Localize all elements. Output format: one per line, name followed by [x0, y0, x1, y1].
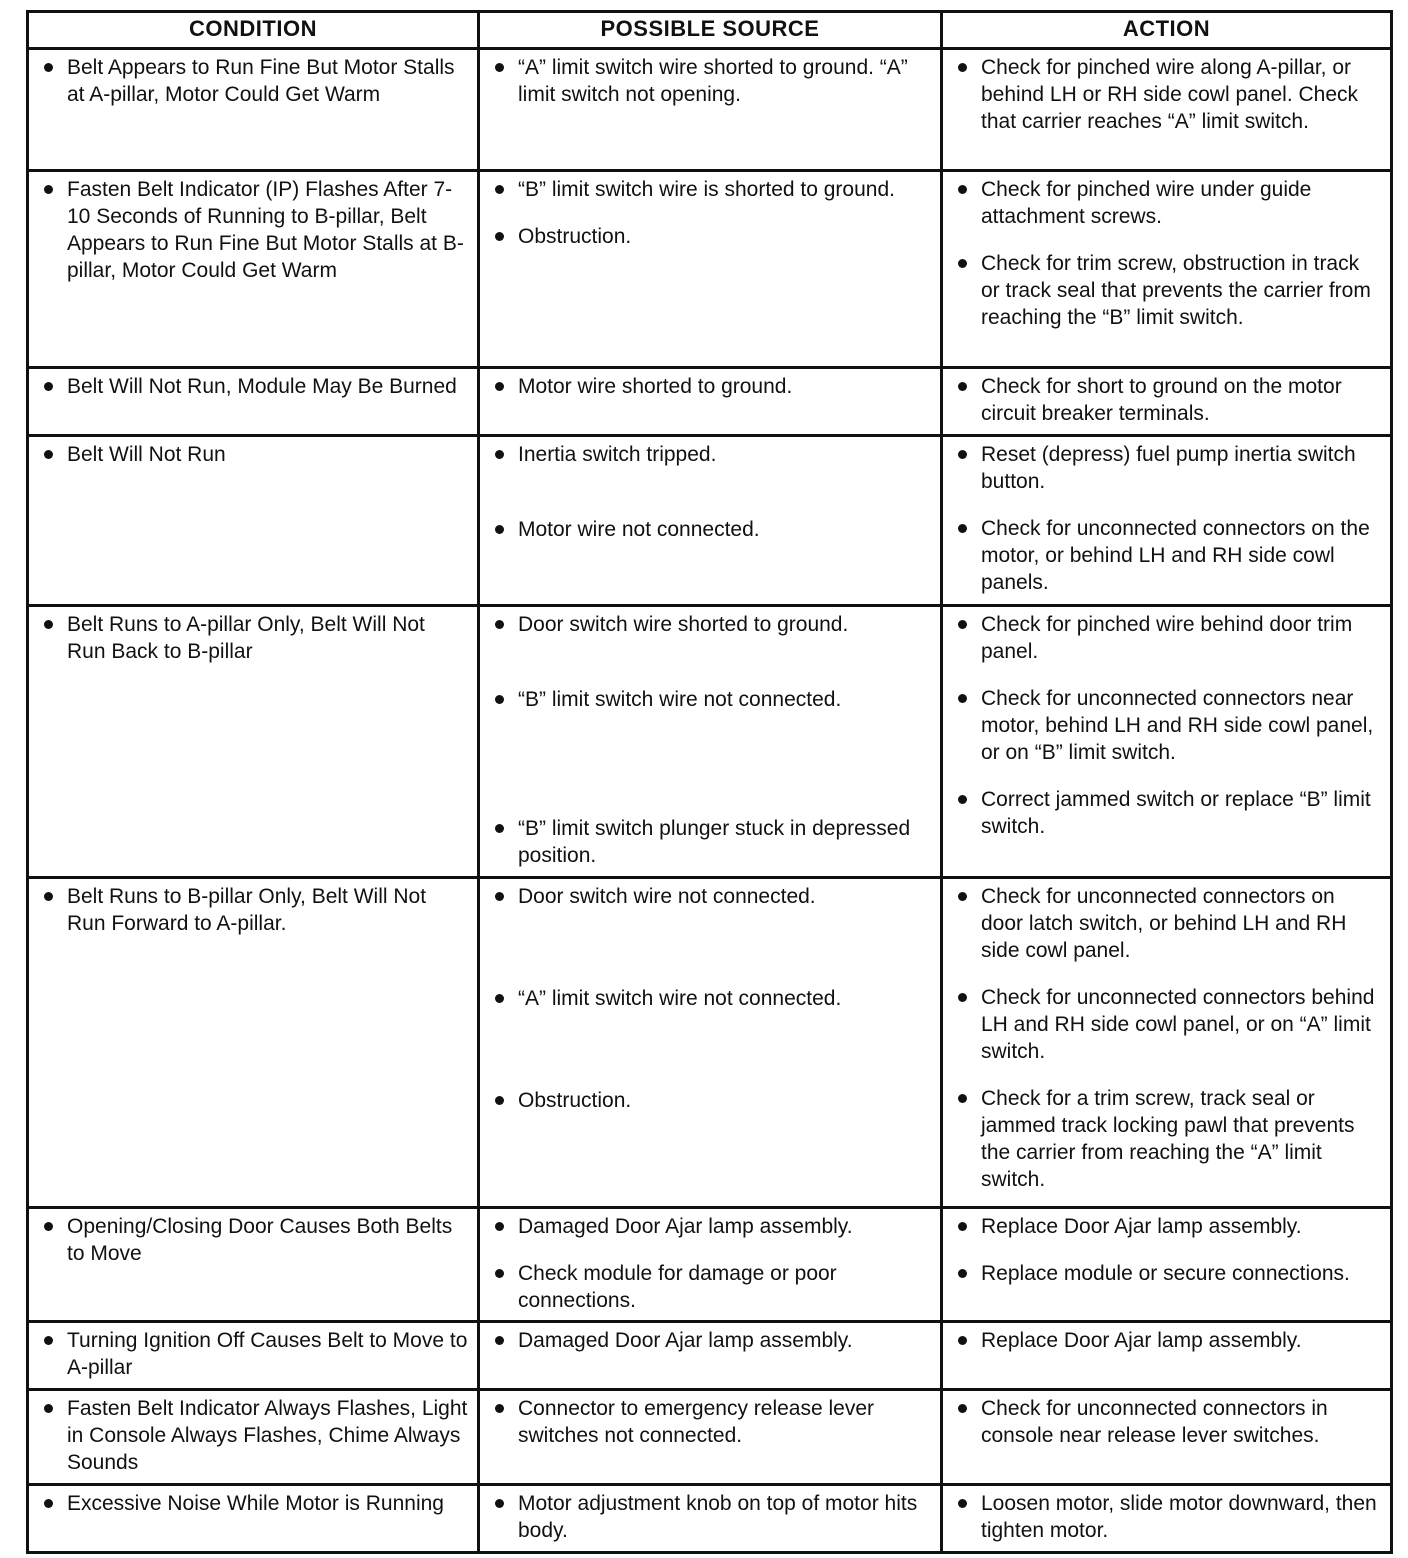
source-text: “B” limit switch wire is shorted to ground.	[518, 178, 895, 201]
table-row	[28, 171, 1392, 368]
action-cell	[942, 171, 1392, 368]
source-cell	[479, 1390, 942, 1485]
action-cell	[942, 1208, 1392, 1322]
action-text: Check for pinched wire behind door trim panel.	[981, 613, 1353, 663]
action-item	[951, 441, 1382, 495]
bullet-icon	[495, 824, 504, 833]
bullet-icon	[495, 994, 504, 1003]
action-item	[951, 1327, 1382, 1354]
condition-text: Belt Runs to A-pillar Only, Belt Will Not Run Back to B-pillar	[67, 613, 425, 663]
bullet-icon	[44, 1336, 53, 1345]
header-action: ACTION	[942, 12, 1392, 49]
source-item	[488, 54, 932, 108]
condition-cell	[28, 1322, 479, 1390]
bullet-icon	[44, 892, 53, 901]
source-text: Obstruction.	[518, 1089, 632, 1112]
bullet-icon	[495, 450, 504, 459]
source-text: Connector to emergency release lever switches not connected.	[518, 1397, 875, 1447]
header-possible-source: POSSIBLE SOURCE	[479, 12, 942, 49]
bullet-icon	[495, 63, 504, 72]
table-row	[28, 1390, 1392, 1485]
action-item	[951, 1213, 1382, 1240]
bullet-icon	[958, 382, 967, 391]
condition-cell	[28, 436, 479, 606]
action-item	[951, 786, 1382, 840]
bullet-icon	[44, 63, 53, 72]
action-item	[951, 1490, 1382, 1544]
condition-text: Fasten Belt Indicator Always Flashes, Light in Console Always Flashes, Chime Always Sounds	[67, 1397, 468, 1474]
action-item	[951, 176, 1382, 230]
condition-text: Belt Will Not Run, Module May Be Burned	[67, 375, 457, 398]
source-item	[488, 815, 932, 869]
source-cell	[479, 1208, 942, 1322]
bullet-icon	[495, 1269, 504, 1278]
source-cell	[479, 1322, 942, 1390]
action-text: Loosen motor, slide motor downward, then tighten motor.	[981, 1492, 1377, 1542]
bullet-icon	[958, 694, 967, 703]
condition-cell	[28, 171, 479, 368]
header-row	[28, 12, 1392, 49]
table-row	[28, 1322, 1392, 1390]
source-cell	[479, 49, 942, 171]
bullet-icon	[958, 892, 967, 901]
bullet-icon	[495, 1336, 504, 1345]
source-item	[488, 883, 932, 910]
source-item	[488, 441, 932, 468]
source-item	[488, 373, 932, 400]
bullet-icon	[958, 524, 967, 533]
action-text: Check for short to ground on the motor circuit breaker terminals.	[981, 375, 1342, 425]
condition-cell	[28, 49, 479, 171]
source-cell	[479, 171, 942, 368]
bullet-icon	[495, 185, 504, 194]
source-item	[488, 1260, 932, 1314]
source-cell	[479, 606, 942, 878]
source-text: “B” limit switch wire not connected.	[518, 688, 842, 711]
bullet-icon	[958, 1094, 967, 1103]
source-item	[488, 611, 932, 638]
action-item	[951, 984, 1382, 1065]
bullet-icon	[958, 620, 967, 629]
bullet-icon	[495, 232, 504, 241]
action-text: Check for unconnected connectors in console near release lever switches.	[981, 1397, 1328, 1447]
condition-item	[37, 1213, 469, 1267]
source-cell	[479, 436, 942, 606]
condition-cell	[28, 368, 479, 436]
condition-item	[37, 1395, 469, 1476]
bullet-icon	[958, 1404, 967, 1413]
action-item	[951, 611, 1382, 665]
action-cell	[942, 1322, 1392, 1390]
source-text: Motor adjustment knob on top of motor hits body.	[518, 1492, 918, 1542]
action-text: Check for a trim screw, track seal or jammed track locking pawl that prevents the carrier from reaching the “A” limit switch.	[981, 1087, 1355, 1191]
bullet-icon	[495, 1404, 504, 1413]
source-item	[488, 1213, 932, 1240]
condition-cell	[28, 1485, 479, 1553]
condition-item	[37, 441, 469, 468]
action-item	[951, 1395, 1382, 1449]
condition-cell	[28, 1390, 479, 1485]
condition-cell	[28, 1208, 479, 1322]
bullet-icon	[495, 695, 504, 704]
source-text: Inertia switch tripped.	[518, 443, 717, 466]
action-cell	[942, 436, 1392, 606]
action-item	[951, 515, 1382, 596]
action-cell	[942, 606, 1392, 878]
source-item	[488, 686, 932, 713]
action-item	[951, 250, 1382, 331]
table-row	[28, 878, 1392, 1208]
bullet-icon	[495, 892, 504, 901]
bullet-icon	[958, 450, 967, 459]
bullet-icon	[495, 620, 504, 629]
bullet-icon	[495, 1222, 504, 1231]
action-text: Reset (depress) fuel pump inertia switch button.	[981, 443, 1356, 493]
table-row	[28, 436, 1392, 606]
action-cell	[942, 368, 1392, 436]
bullet-icon	[495, 382, 504, 391]
action-item	[951, 54, 1382, 135]
condition-text: Belt Runs to B-pillar Only, Belt Will Not Run Forward to A-pillar.	[67, 885, 427, 935]
bullet-icon	[44, 1404, 53, 1413]
action-cell	[942, 878, 1392, 1208]
source-text: Motor wire not connected.	[518, 518, 760, 541]
action-text: Replace Door Ajar lamp assembly.	[981, 1329, 1302, 1352]
action-text: Replace module or secure connections.	[981, 1262, 1350, 1285]
source-item	[488, 1490, 932, 1544]
source-text: Obstruction.	[518, 225, 632, 248]
action-text: Check for unconnected connectors behind LH and RH side cowl panel, or on “A” limit switch.	[981, 986, 1375, 1063]
bullet-icon	[44, 185, 53, 194]
condition-item	[37, 373, 469, 400]
condition-item	[37, 1327, 469, 1381]
source-text: Check module for damage or poor connections.	[518, 1262, 837, 1312]
source-text: “A” limit switch wire shorted to ground. “A” limit switch not opening.	[518, 56, 908, 106]
bullet-icon	[44, 450, 53, 459]
source-cell	[479, 368, 942, 436]
source-item	[488, 176, 932, 203]
source-item	[488, 985, 932, 1012]
source-text: Damaged Door Ajar lamp assembly.	[518, 1215, 853, 1238]
source-item	[488, 1087, 932, 1114]
bullet-icon	[958, 1222, 967, 1231]
action-text: Replace Door Ajar lamp assembly.	[981, 1215, 1302, 1238]
source-text: Door switch wire not connected.	[518, 885, 816, 908]
bullet-icon	[495, 1499, 504, 1508]
source-text: “B” limit switch plunger stuck in depressed position.	[518, 817, 911, 867]
condition-item	[37, 611, 469, 665]
bullet-icon	[495, 1096, 504, 1105]
source-cell	[479, 878, 942, 1208]
table-row	[28, 49, 1392, 171]
action-text: Check for pinched wire under guide attachment screws.	[981, 178, 1312, 228]
source-text: Door switch wire shorted to ground.	[518, 613, 849, 636]
bullet-icon	[958, 185, 967, 194]
action-item	[951, 373, 1382, 427]
condition-text: Opening/Closing Door Causes Both Belts to Move	[67, 1215, 453, 1265]
bullet-icon	[44, 1499, 53, 1508]
bullet-icon	[958, 1269, 967, 1278]
header-condition: CONDITION	[28, 12, 479, 49]
action-text: Check for trim screw, obstruction in track or track seal that prevents the carrier from reaching the “B” limit switch.	[981, 252, 1371, 329]
source-text: “A” limit switch wire not connected.	[518, 987, 842, 1010]
table-row	[28, 1208, 1392, 1322]
condition-text: Belt Appears to Run Fine But Motor Stalls at A-pillar, Motor Could Get Warm	[67, 56, 455, 106]
source-text: Motor wire shorted to ground.	[518, 375, 793, 398]
action-text: Check for unconnected connectors on the motor, or behind LH and RH side cowl panels.	[981, 517, 1370, 594]
source-cell	[479, 1485, 942, 1553]
bullet-icon	[958, 993, 967, 1002]
table-row	[28, 606, 1392, 878]
source-item	[488, 1327, 932, 1354]
action-text: Check for pinched wire along A-pillar, or behind LH or RH side cowl panel. Check that carrier reaches “A” limit switch.	[981, 56, 1359, 133]
source-item	[488, 223, 932, 250]
source-text: Damaged Door Ajar lamp assembly.	[518, 1329, 853, 1352]
action-cell	[942, 1485, 1392, 1553]
bullet-icon	[958, 63, 967, 72]
condition-text: Fasten Belt Indicator (IP) Flashes After 7-10 Seconds of Running to B-pillar, Belt Appears to Run Fine But Motor Stalls at B-pillar, Motor Could Get Warm	[67, 178, 464, 282]
condition-item	[37, 176, 469, 284]
action-item	[951, 1260, 1382, 1287]
action-cell	[942, 1390, 1392, 1485]
bullet-icon	[958, 1336, 967, 1345]
condition-text: Excessive Noise While Motor is Running	[67, 1492, 444, 1515]
bullet-icon	[958, 795, 967, 804]
bullet-icon	[495, 525, 504, 534]
condition-item	[37, 883, 469, 937]
action-text: Check for unconnected connectors on door latch switch, or behind LH and RH side cowl panel.	[981, 885, 1347, 962]
condition-text: Belt Will Not Run	[67, 443, 226, 466]
condition-text: Turning Ignition Off Causes Belt to Move to A-pillar	[67, 1329, 468, 1379]
bullet-icon	[958, 259, 967, 268]
source-item	[488, 516, 932, 543]
action-cell	[942, 49, 1392, 171]
action-item	[951, 883, 1382, 964]
bullet-icon	[44, 382, 53, 391]
table-row	[28, 1485, 1392, 1553]
source-item	[488, 1395, 932, 1449]
bullet-icon	[44, 620, 53, 629]
condition-cell	[28, 606, 479, 878]
action-item	[951, 1085, 1382, 1193]
condition-cell	[28, 878, 479, 1208]
action-item	[951, 685, 1382, 766]
bullet-icon	[44, 1222, 53, 1231]
action-text: Check for unconnected connectors near motor, behind LH and RH side cowl panel, or on “B” limit switch.	[981, 687, 1374, 764]
action-text: Correct jammed switch or replace “B” limit switch.	[981, 788, 1371, 838]
condition-item	[37, 54, 469, 108]
diagnosis-table	[26, 10, 1393, 1554]
table-row	[28, 368, 1392, 436]
condition-item	[37, 1490, 469, 1517]
bullet-icon	[958, 1499, 967, 1508]
